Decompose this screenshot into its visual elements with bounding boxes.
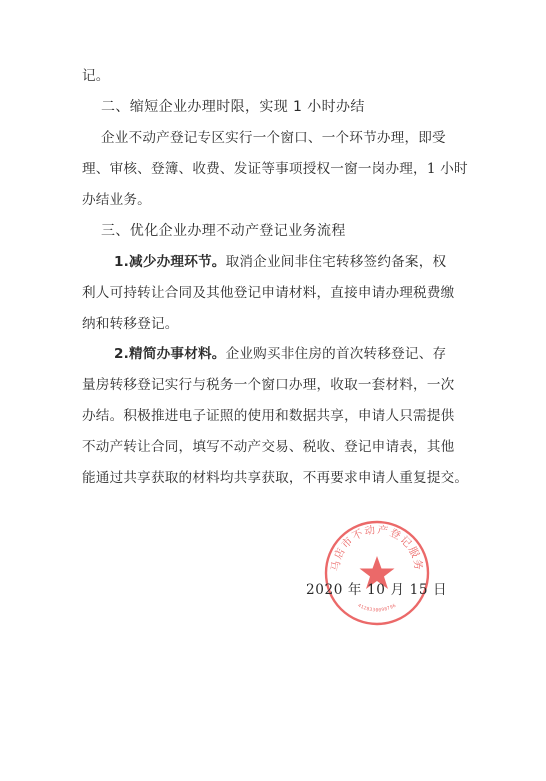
section-2-para-line-1 xyxy=(101,130,465,146)
section-3-heading: 三、优化企业办理不动产登记业务流程 xyxy=(101,223,346,239)
item-2-lead: 2.精简办事材料。 xyxy=(114,346,226,362)
item-1-line-2: 利人可持转让合同及其他登记申请材料，直接申请办理税费缴 xyxy=(82,285,455,301)
continuation-text: 记。 xyxy=(82,68,110,84)
document-date: 2020 年 10 月 15 日 xyxy=(306,582,448,598)
item-2-line-2: 量房转移登记实行与税务一个窗口办理，收取一套材料，一次 xyxy=(82,377,455,393)
item-1-line-1 xyxy=(114,254,446,270)
section-2-heading: 二、缩短企业办理时限，实现 1 小时办结 xyxy=(101,99,365,115)
item-2-line-1-rest: 企业购买非住房的首次转移登记、存 xyxy=(225,346,447,362)
section-2-para-line-3: 办结业务。 xyxy=(82,192,151,208)
seal-text: 马店市不动产登记服务 xyxy=(329,523,425,573)
item-1-line-1-rest: 取消企业间非住宅转移签约备案，权 xyxy=(225,254,447,270)
seal-number: 4128330098796 xyxy=(356,603,398,614)
section-2-para-line-1-text: 企业不动产登记专区实行一个窗口、一个环节办理，即受 xyxy=(101,130,446,146)
official-seal xyxy=(322,518,432,628)
item-2-line-3: 办结。积极推进电子证照的使用和数据共享，申请人只需提供 xyxy=(82,408,455,424)
item-1-line-3: 纳和转移登记。 xyxy=(82,316,179,332)
item-2-line-1 xyxy=(114,346,446,362)
item-2-line-4: 不动产转让合同，填写不动产交易、税收、登记申请表，其他 xyxy=(82,439,455,455)
item-2-line-5: 能通过共享获取的材料均共享获取，不再要求申请人重复提交。 xyxy=(82,470,469,486)
section-2-para-line-2: 理、审核、登簿、收费、发证等事项授权一窗一岗办理，1 小时 xyxy=(82,161,468,177)
item-1-lead: 1.减少办理环节。 xyxy=(114,254,226,270)
